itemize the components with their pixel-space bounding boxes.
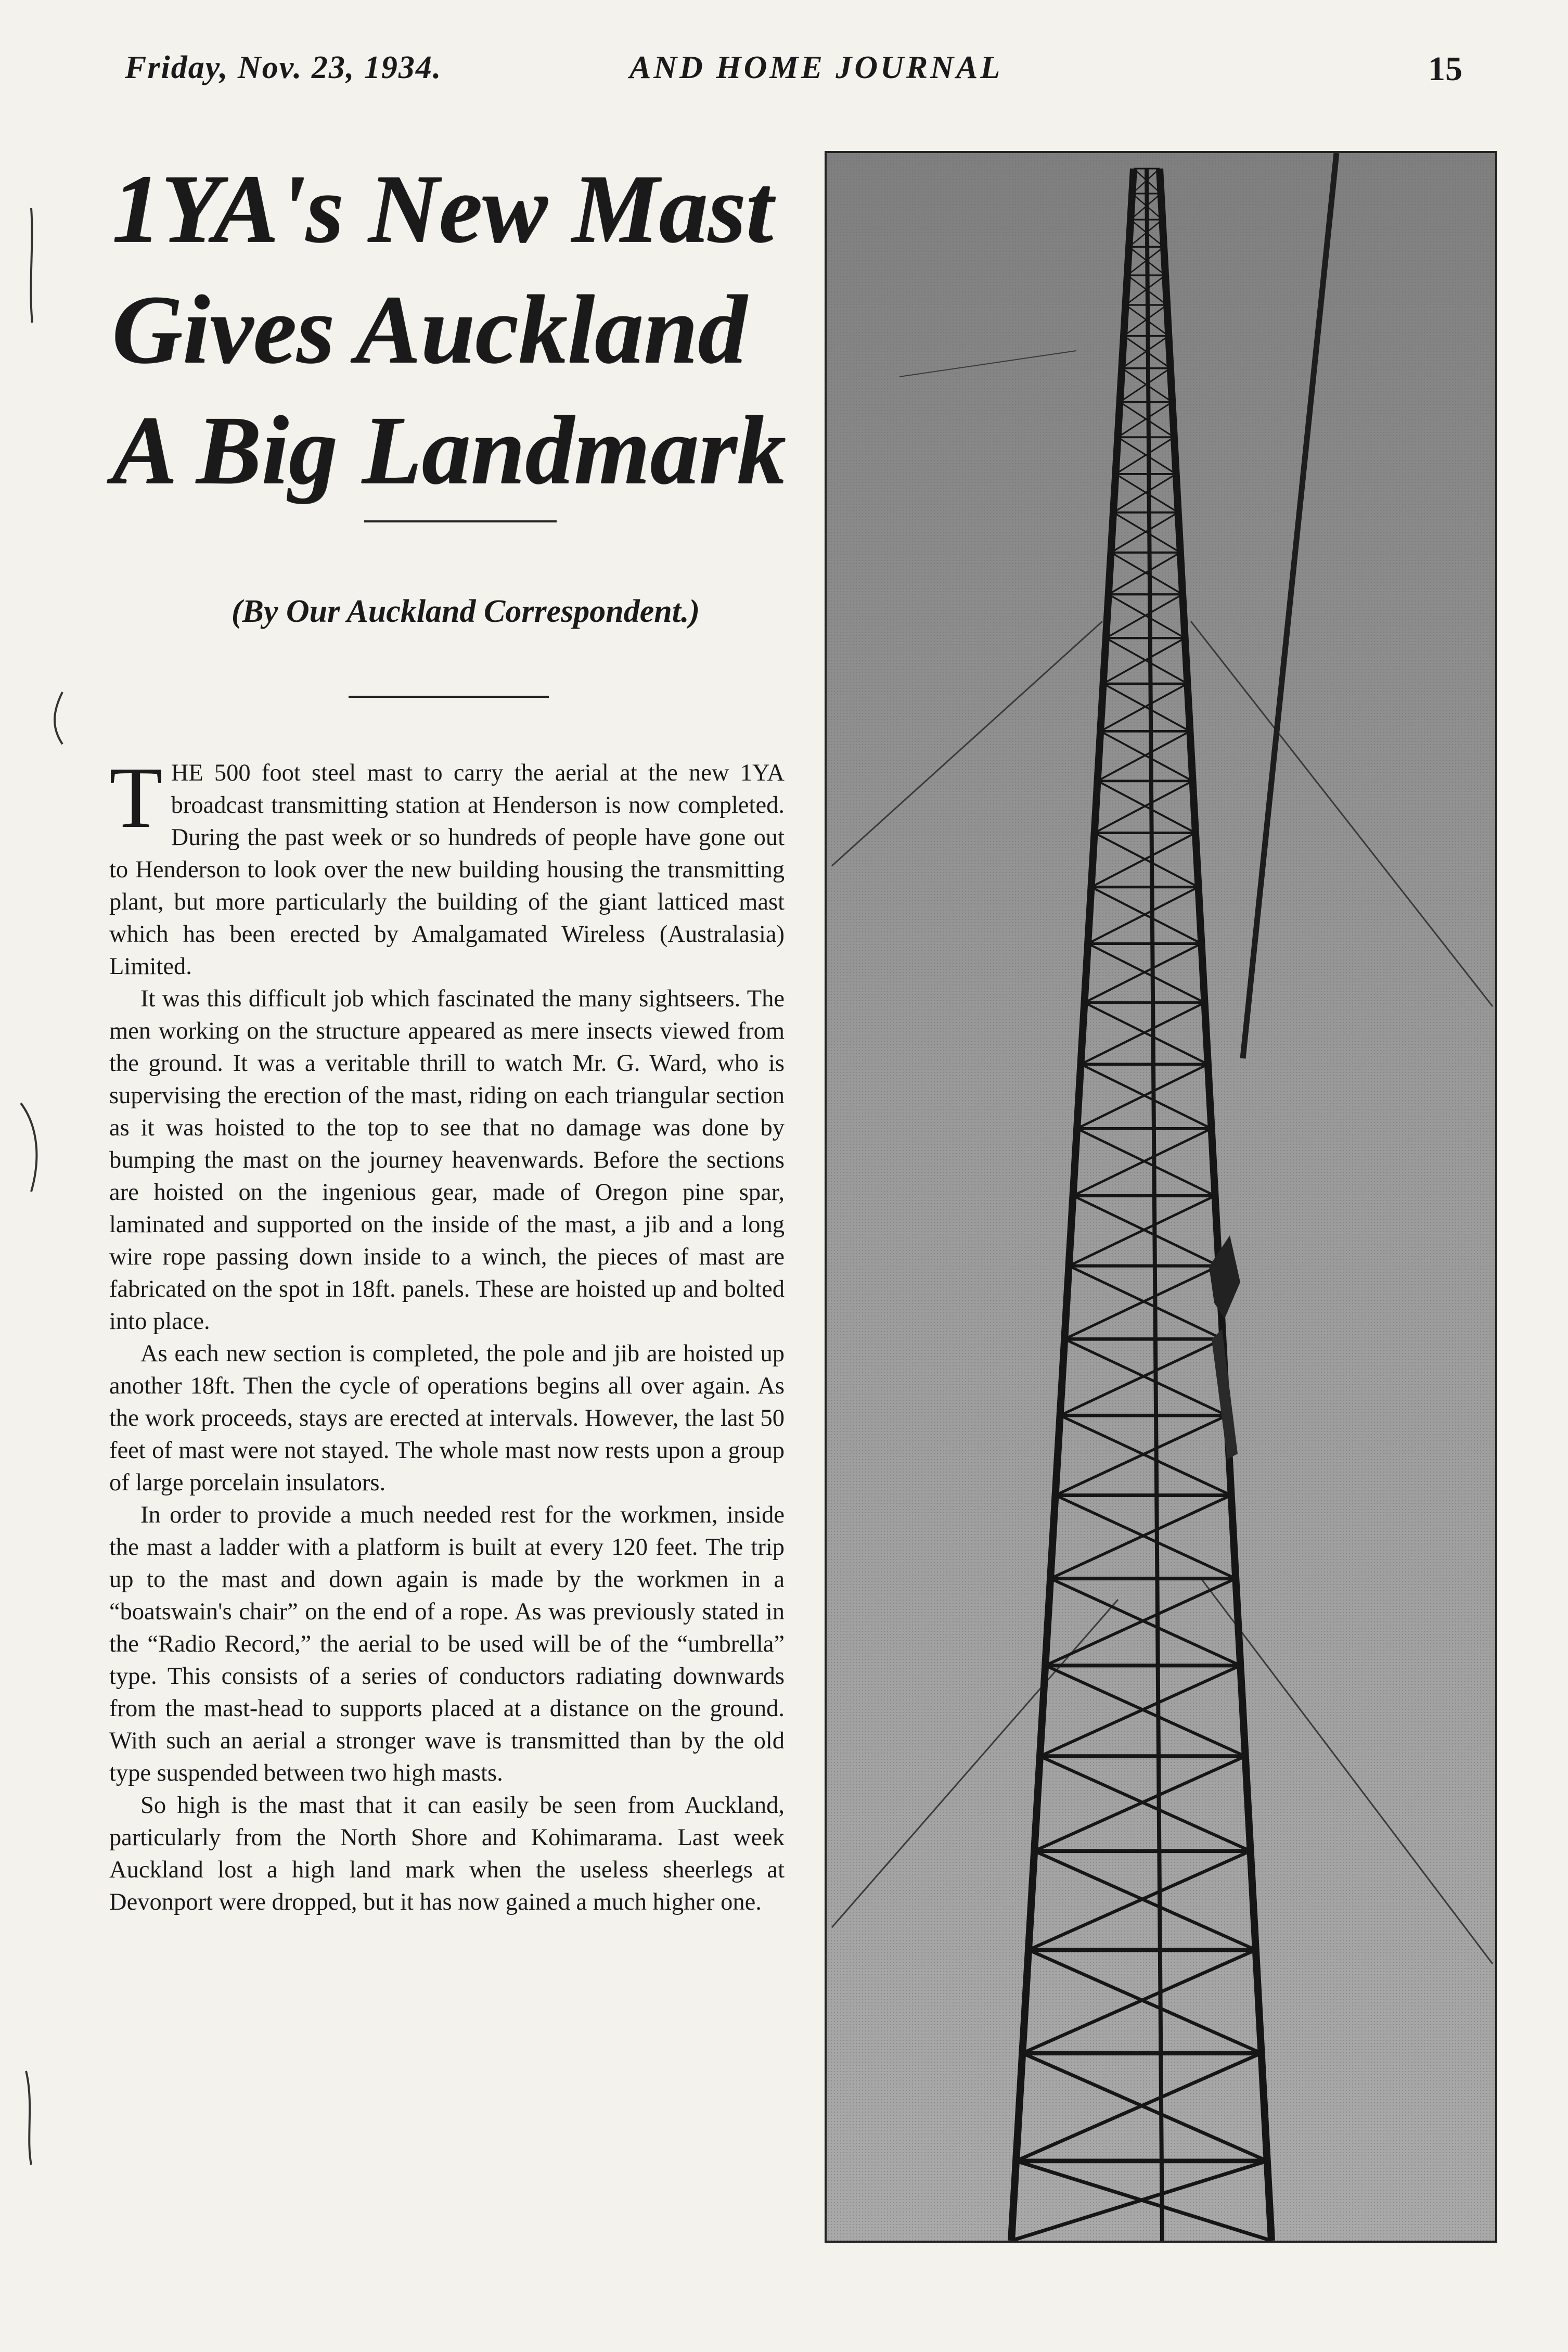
lattice-mast-illustration bbox=[827, 153, 1495, 2241]
article-body bbox=[109, 749, 785, 1919]
margin-mark-4 bbox=[18, 2066, 39, 2170]
margin-mark-2 bbox=[47, 687, 68, 749]
paragraph-2: It was this difficult job which fascinated the many sightseers. The men working on the structure appeared as mere insects viewed from the ground. It was a veritable thrill to watch Mr. G. Ward, who is supervising the erection of the mast, riding on each triangular section as it was hoisted to the top to see that no damage was done by bumping the mast on the journey heavenwards. Before the sections are hoisted on the ingenious gear, made of Oregon pine spar, laminated and supported on the inside of the mast, a jib and a long wire rope passing down inside to a winch, the pieces of mast are fabricated on the spot in 18ft. panels. These are hoisted up and bolted into place. bbox=[109, 986, 785, 1335]
paragraph-1 bbox=[109, 749, 785, 983]
headline bbox=[112, 148, 809, 510]
mast-photograph bbox=[825, 151, 1497, 2243]
paragraph-5: So high is the mast that it can easily be seen from Auckland, particularly from the North Shore and Kohimarama. Last week Auckland lost a high land mark when the useless sheerlegs at Devonport were dropped, but it has now gained a much higher one. bbox=[109, 1792, 785, 1915]
headline-line-1: 1YA's New Mast bbox=[112, 154, 773, 263]
margin-mark-3 bbox=[16, 1093, 47, 1197]
margin-mark-1 bbox=[21, 203, 42, 328]
drop-cap: T bbox=[109, 749, 163, 846]
byline: (By Our Auckland Correspondent.) bbox=[231, 594, 700, 629]
page-number: 15 bbox=[1428, 50, 1462, 88]
paragraph-4: In order to provide a much needed rest for the workmen, inside the mast a ladder with a platform is built at every 120 feet. The trip up to the mast and down again is made by the workmen in a “boatswain's chair” on the end of a rope. As was previously stated in the “Radio Record,” the aerial to be used will be of the “umbrella” type. This consists of a series of conductors radiating downwards from the mast-head to supports placed at a distance on the ground. With such an aerial a stronger wave is transmitted than by the old type suspended between two high masts. bbox=[109, 1502, 785, 1786]
headline-line-3: A Big Landmark bbox=[112, 395, 786, 504]
publication-name: AND HOME JOURNAL bbox=[629, 50, 1003, 85]
headline-line-2: Gives Auckland bbox=[112, 275, 747, 384]
divider-top bbox=[364, 520, 557, 522]
paragraph-3: As each new section is completed, the pole and jib are hoisted up another 18ft. Then the cycle of operations begins all over again. As the work proceeds, stays are erected at intervals. However, the last 50 feet of mast were not stayed. The whole mast now rests upon a group of large porcelain insulators. bbox=[109, 1340, 785, 1496]
paragraph-1-text: HE 500 foot steel mast to carry the aerial at the new 1YA broadcast transmitting station at Henderson is now completed. During the past week or so hundreds of people have gone out to Henderson to look over the new building housing the transmitting plant, but more particularly the building of the giant latticed mast which has been erected by Amalgamated Wireless (Australasia) Limited. bbox=[109, 760, 785, 980]
divider-bottom bbox=[349, 696, 549, 698]
issue-date: Friday, Nov. 23, 1934. bbox=[125, 50, 442, 85]
